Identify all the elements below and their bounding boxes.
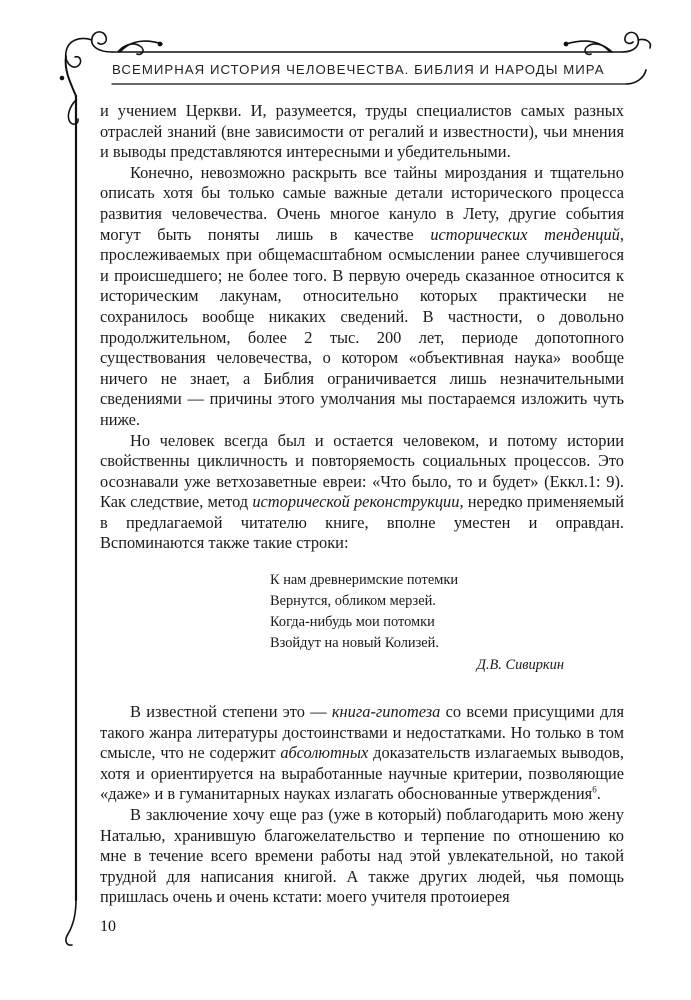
poem-epigraph	[270, 570, 624, 676]
emphasis-historical-reconstruction: исторической реконструкции	[252, 492, 460, 512]
paragraph-text: , нередко применяемый в предлагаемой читателю книге, вполне уместен и оправдан. Вспоминаются также такие строки:	[100, 492, 625, 553]
paragraph-text: Конечно, невозможно раскрыть все тайны мироздания и тщательно описать хотя бы только самые важные детали исторического процесса развития человечества. Очень многое кануло в Лету, другие события могут быть поняты лишь в качестве	[100, 162, 624, 244]
running-header-title: ВСЕМИРНАЯ ИСТОРИЯ ЧЕЛОВЕЧЕСТВА. БИБЛИЯ И НАРОДЫ МИРА	[112, 62, 605, 77]
emphasis-absolute: абсолютных	[280, 743, 369, 763]
footnote-marker[interactable]: 6	[592, 784, 597, 795]
poem-author: Д.В. Сивиркин	[476, 657, 564, 674]
paragraph-text: доказательств излагаемых выводов, хотя и ориентируется на выработанные научные критерии, позволяющие «даже» и в гуманитарных науках излагать обоснованные утверждения	[100, 743, 624, 804]
frame-bottom-terminal-icon	[66, 900, 76, 945]
poem-line: Когда-нибудь мои потомки	[270, 614, 435, 631]
paragraph-2	[100, 163, 624, 431]
paragraph-text: В известной степени это —	[130, 702, 332, 722]
paragraph-5: В заключение хочу еще раз (уже в который) поблагодарить мою жену Наталью, хранившую благожелательство и терпение по отношению ко мне в течение всего времени работы над этой увлекательной, но такой трудной для написания книгой. А также других людей, чья помощь пришлась очень и очень кстати: моего учителя протоиерея	[100, 805, 624, 907]
poem-line: К нам древнеримские потемки	[270, 572, 459, 589]
paragraph-text: Но человек всегда был и остается человеком, и потому истории свойственны цикличность и повторяемость социальных процессов. Это осознавали уже ветхозаветные евреи: «Что было, то и будет» (Еккл.1: 9). Как следствие, метод	[100, 430, 624, 512]
paragraph-text: со всеми присущими для такого жанра литературы достоинствами и недостатками. Но только в том смысле, что не содержит	[100, 702, 625, 763]
poem-line: Взойдут на новый Колизей.	[270, 635, 439, 652]
paragraph-continued: и учением Церкви. И, разумеется, труды специалистов самых разных отраслей знаний (вне зависимости от регалий и известности), чьи мнения и выводы представляются интересными и убедительными.	[100, 101, 624, 162]
emphasis-hypothesis-book: книга-гипотеза	[331, 702, 441, 722]
emphasis-historical-tendencies: исторических тенденций	[430, 224, 620, 244]
paragraph-4	[100, 702, 624, 805]
page-number: 10	[100, 918, 116, 935]
paragraph-3	[100, 431, 624, 555]
paragraph-text: .	[596, 784, 601, 804]
poem-line: Вернутся, обликом мерзей.	[270, 593, 436, 610]
page-body	[100, 101, 624, 908]
paragraph-text: , прослеживаемых при общемасштабном осмыслении ранее случившегося и происшедшего; не более того. В первую очередь сказанное относится к историческим лакунам, относительно которых практически не сохранилось вообще никаких сведений. В частности, о довольно продолжительном, более 2 тыс. 200 лет, периоде допотопного существования человечества, о котором «объективная наука» вообще ничего не знает, а Библия ограничивается лишь незначительными сведениями — причины этого умолчания мы постараемся изложить чуть ниже.	[100, 224, 624, 429]
